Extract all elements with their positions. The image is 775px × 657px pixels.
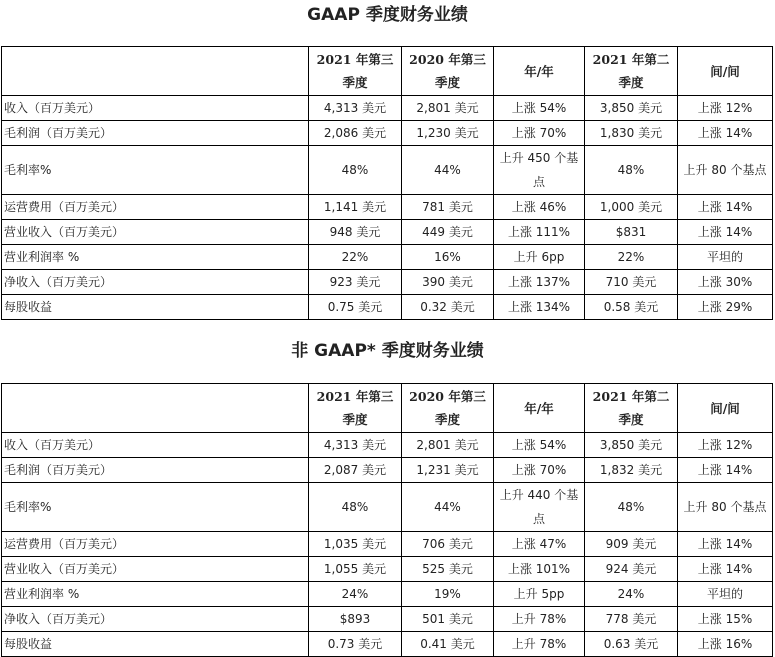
table-cell: 923 美元 bbox=[309, 270, 402, 295]
row-label: 营业收入（百万美元） bbox=[2, 220, 309, 245]
table-row bbox=[2, 532, 773, 557]
table-cell: 2,801 美元 bbox=[402, 96, 494, 121]
header-cell: 间/间 bbox=[678, 384, 773, 433]
table-cell: 上升 78% bbox=[494, 632, 585, 657]
table-cell: 525 美元 bbox=[402, 557, 494, 582]
table-cell: 501 美元 bbox=[402, 607, 494, 632]
row-label: 毛利率% bbox=[2, 483, 309, 532]
table-row bbox=[2, 483, 773, 532]
table-row bbox=[2, 220, 773, 245]
row-label: 营业利润率 % bbox=[2, 245, 309, 270]
table-cell: 22% bbox=[585, 245, 678, 270]
table-row bbox=[2, 96, 773, 121]
header-cell: 2021 年第二季度 bbox=[585, 384, 678, 433]
table-cell: 44% bbox=[402, 483, 494, 532]
table-row bbox=[2, 458, 773, 483]
table-cell: 上涨 46% bbox=[494, 195, 585, 220]
table-cell: 1,055 美元 bbox=[309, 557, 402, 582]
header-cell bbox=[2, 47, 309, 96]
table-cell: 24% bbox=[585, 582, 678, 607]
gaap-section-title: GAAP 季度财务业绩 bbox=[307, 5, 468, 25]
table-cell: 4,313 美元 bbox=[309, 433, 402, 458]
table-cell: 16% bbox=[402, 245, 494, 270]
table-cell: 上涨 16% bbox=[678, 632, 773, 657]
row-label: 运营费用（百万美元） bbox=[2, 532, 309, 557]
table-cell: 上涨 54% bbox=[494, 96, 585, 121]
table-cell: 1,035 美元 bbox=[309, 532, 402, 557]
table-cell: 上升 6pp bbox=[494, 245, 585, 270]
table-cell: 上升 78% bbox=[494, 607, 585, 632]
table-cell: 48% bbox=[585, 483, 678, 532]
table-cell: 1,830 美元 bbox=[585, 121, 678, 146]
row-label: 毛利率% bbox=[2, 146, 309, 195]
non-gaap-results-table bbox=[1, 383, 773, 657]
table-row bbox=[2, 121, 773, 146]
table-cell: 上升 80 个基点 bbox=[678, 146, 773, 195]
table-cell: 上涨 70% bbox=[494, 121, 585, 146]
header-cell: 2021 年第二季度 bbox=[585, 47, 678, 96]
table-cell: 上涨 14% bbox=[678, 532, 773, 557]
table-cell: 上涨 14% bbox=[678, 121, 773, 146]
row-label: 每股收益 bbox=[2, 632, 309, 657]
table-cell: 上涨 111% bbox=[494, 220, 585, 245]
table-cell: 0.73 美元 bbox=[309, 632, 402, 657]
row-label: 运营费用（百万美元） bbox=[2, 195, 309, 220]
table-cell: 上涨 54% bbox=[494, 433, 585, 458]
table-cell: 3,850 美元 bbox=[585, 433, 678, 458]
table-cell: 上涨 47% bbox=[494, 532, 585, 557]
row-label: 营业利润率 % bbox=[2, 582, 309, 607]
table-cell: 1,231 美元 bbox=[402, 458, 494, 483]
table-row bbox=[2, 607, 773, 632]
non-gaap-section-title: 非 GAAP* 季度财务业绩 bbox=[291, 341, 484, 361]
table-cell: 上涨 15% bbox=[678, 607, 773, 632]
table-cell: 0.75 美元 bbox=[309, 295, 402, 320]
table-row bbox=[2, 433, 773, 458]
table-cell: 22% bbox=[309, 245, 402, 270]
table-cell: 0.32 美元 bbox=[402, 295, 494, 320]
row-label: 毛利润（百万美元） bbox=[2, 121, 309, 146]
table-cell: 上涨 30% bbox=[678, 270, 773, 295]
table-cell: $893 bbox=[309, 607, 402, 632]
table-row bbox=[2, 557, 773, 582]
row-label: 收入（百万美元） bbox=[2, 96, 309, 121]
header-cell: 2021 年第三季度 bbox=[309, 384, 402, 433]
table-cell: 上升 80 个基点 bbox=[678, 483, 773, 532]
header-cell bbox=[2, 384, 309, 433]
table-cell: 1,141 美元 bbox=[309, 195, 402, 220]
table-cell: 上升 5pp bbox=[494, 582, 585, 607]
header-cell: 间/间 bbox=[678, 47, 773, 96]
table-cell: 710 美元 bbox=[585, 270, 678, 295]
table-cell: 1,230 美元 bbox=[402, 121, 494, 146]
table-cell: 平坦的 bbox=[678, 245, 773, 270]
table-cell: 上升 450 个基点 bbox=[494, 146, 585, 195]
table-cell: 上升 440 个基点 bbox=[494, 483, 585, 532]
table-cell: 924 美元 bbox=[585, 557, 678, 582]
row-label: 毛利润（百万美元） bbox=[2, 458, 309, 483]
table-cell: 上涨 12% bbox=[678, 433, 773, 458]
row-label: 每股收益 bbox=[2, 295, 309, 320]
table-cell: 44% bbox=[402, 146, 494, 195]
table-cell: 上涨 29% bbox=[678, 295, 773, 320]
table-cell: 48% bbox=[585, 146, 678, 195]
header-cell: 2020 年第三季度 bbox=[402, 384, 494, 433]
table-cell: 上涨 137% bbox=[494, 270, 585, 295]
gaap-results-table bbox=[1, 46, 773, 320]
table-row bbox=[2, 270, 773, 295]
row-label: 营业收入（百万美元） bbox=[2, 557, 309, 582]
table-header-row bbox=[2, 47, 773, 96]
table-cell: 2,087 美元 bbox=[309, 458, 402, 483]
table-cell: 0.41 美元 bbox=[402, 632, 494, 657]
table-cell: 706 美元 bbox=[402, 532, 494, 557]
table-cell: 上涨 70% bbox=[494, 458, 585, 483]
table-cell: 2,086 美元 bbox=[309, 121, 402, 146]
table-cell: 48% bbox=[309, 483, 402, 532]
table-cell: 3,850 美元 bbox=[585, 96, 678, 121]
table-cell: 48% bbox=[309, 146, 402, 195]
table-cell: 909 美元 bbox=[585, 532, 678, 557]
table-cell: 390 美元 bbox=[402, 270, 494, 295]
table-cell: 上涨 14% bbox=[678, 220, 773, 245]
table-row bbox=[2, 295, 773, 320]
table-cell: 2,801 美元 bbox=[402, 433, 494, 458]
table-cell: 24% bbox=[309, 582, 402, 607]
table-cell: 上涨 134% bbox=[494, 295, 585, 320]
header-cell: 2020 年第三季度 bbox=[402, 47, 494, 96]
table-cell: 449 美元 bbox=[402, 220, 494, 245]
table-cell: $831 bbox=[585, 220, 678, 245]
table-header-row bbox=[2, 384, 773, 433]
header-cell: 2021 年第三季度 bbox=[309, 47, 402, 96]
row-label: 净收入（百万美元） bbox=[2, 607, 309, 632]
row-label: 净收入（百万美元） bbox=[2, 270, 309, 295]
table-row bbox=[2, 146, 773, 195]
table-cell: 948 美元 bbox=[309, 220, 402, 245]
table-cell: 上涨 14% bbox=[678, 557, 773, 582]
table-row bbox=[2, 632, 773, 657]
row-label: 收入（百万美元） bbox=[2, 433, 309, 458]
table-cell: 上涨 14% bbox=[678, 195, 773, 220]
table-cell: 上涨 101% bbox=[494, 557, 585, 582]
table-row bbox=[2, 582, 773, 607]
table-cell: 上涨 14% bbox=[678, 458, 773, 483]
table-cell: 上涨 12% bbox=[678, 96, 773, 121]
table-cell: 0.63 美元 bbox=[585, 632, 678, 657]
header-cell: 年/年 bbox=[494, 384, 585, 433]
table-cell: 1,832 美元 bbox=[585, 458, 678, 483]
table-cell: 平坦的 bbox=[678, 582, 773, 607]
table-row bbox=[2, 195, 773, 220]
table-cell: 4,313 美元 bbox=[309, 96, 402, 121]
table-cell: 1,000 美元 bbox=[585, 195, 678, 220]
table-cell: 0.58 美元 bbox=[585, 295, 678, 320]
table-row bbox=[2, 245, 773, 270]
table-cell: 19% bbox=[402, 582, 494, 607]
table-cell: 778 美元 bbox=[585, 607, 678, 632]
header-cell: 年/年 bbox=[494, 47, 585, 96]
table-cell: 781 美元 bbox=[402, 195, 494, 220]
